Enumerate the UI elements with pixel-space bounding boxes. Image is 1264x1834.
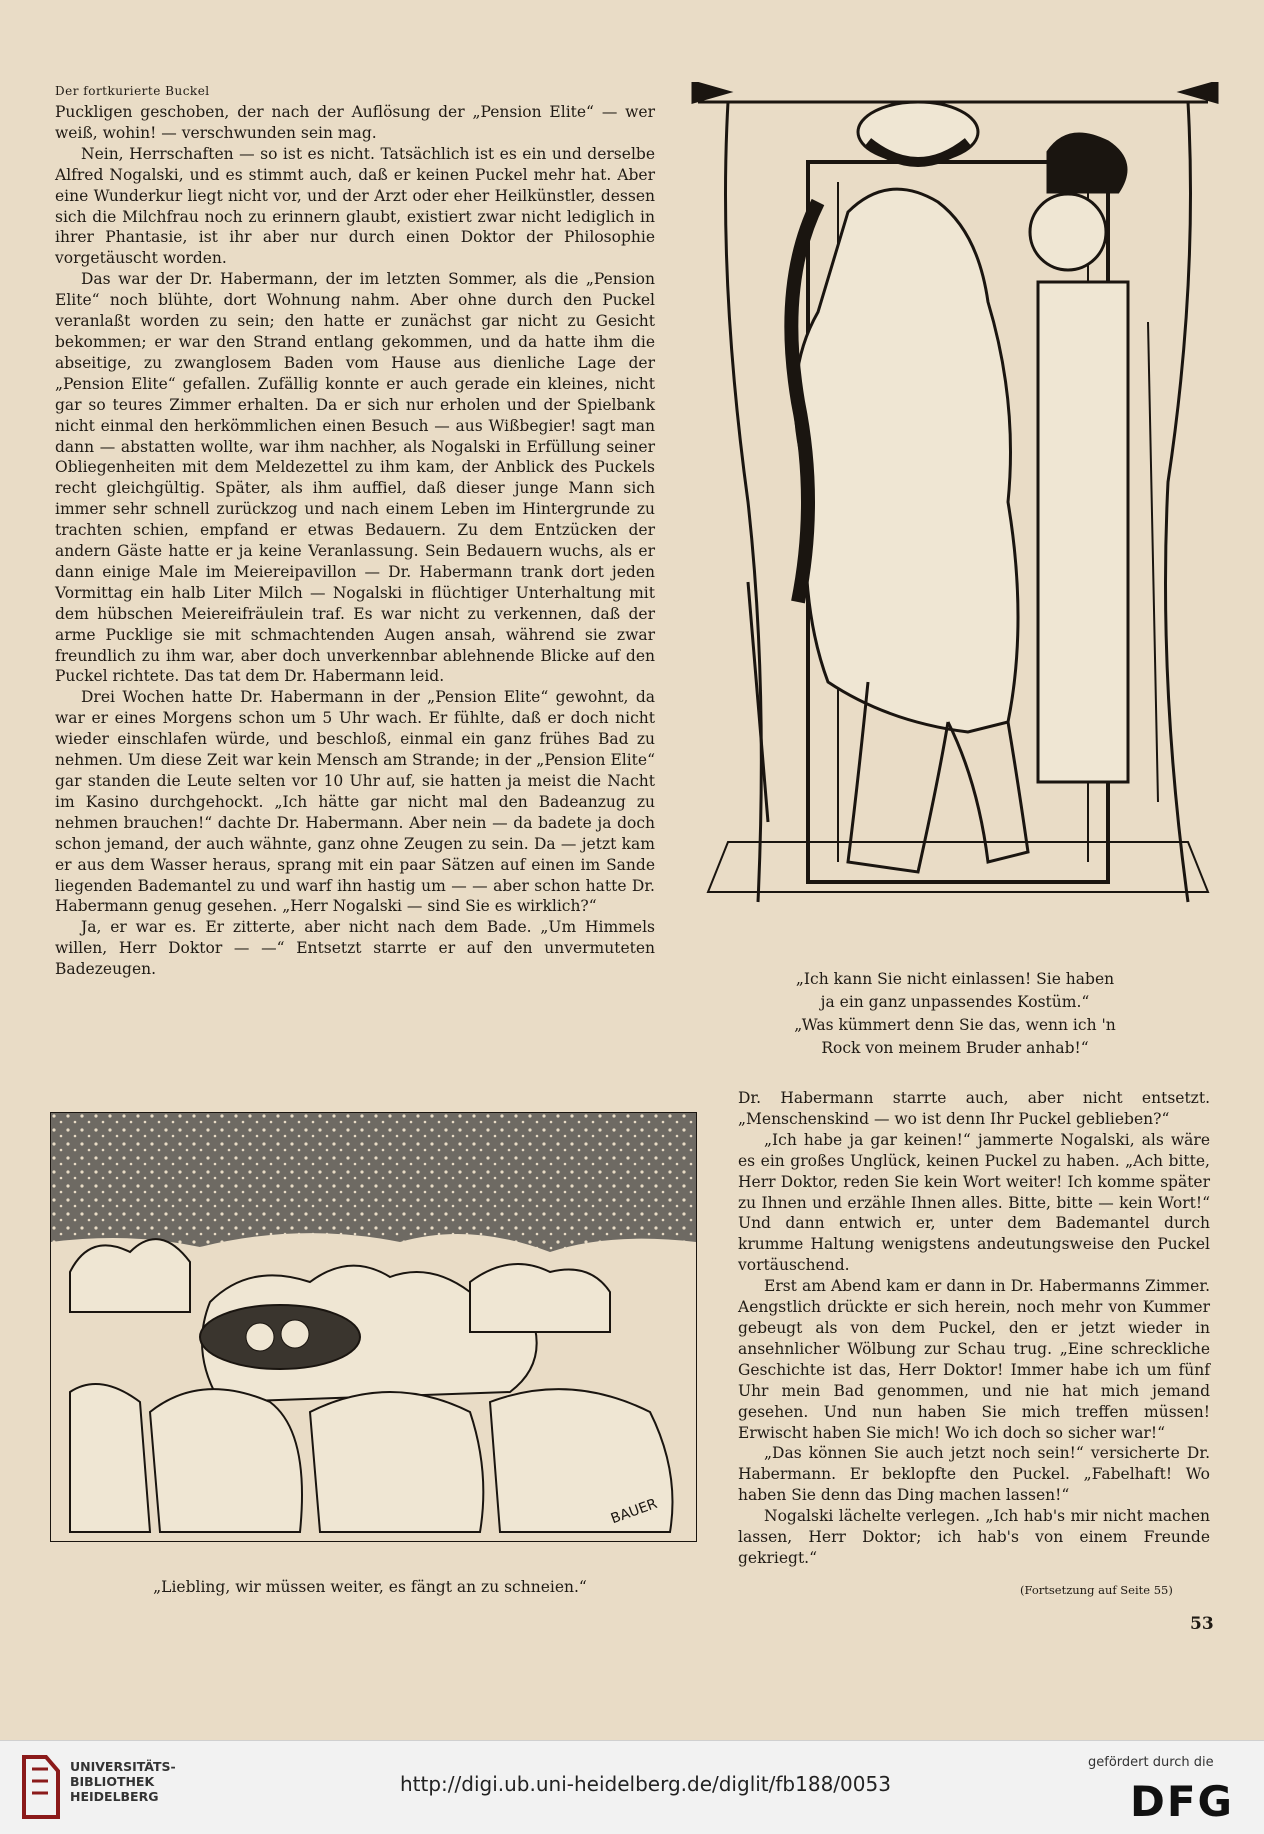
caption-line: ja ein ganz unpassendes Kostüm.“ [820, 993, 1090, 1011]
doorway-illustration [688, 82, 1222, 962]
paragraph: Dr. Habermann starrte auch, aber nicht entsetzt. „Menschenskind — wo ist denn Ihr Puckel geblieben?“ [738, 1089, 1210, 1128]
paragraph: Nein, Herrschaften — so ist es nicht. Tatsächlich ist es ein und derselbe Alfred Nogalski, und es stimmt auch, daß er keinen Puckel mehr hat. Aber eine Wunderkur liegt nicht vor, und der Arzt oder eher Heilkünstler, dessen sich die Milchfrau noch zu erinnern glaubt, existiert zwar nicht lediglich in ihrer Phantasie, ist ihr aber nur durch einen Doktor der Philosophie vorgetäuscht worden. [55, 144, 655, 268]
funded-by-label: gefördert durch die [1088, 1755, 1214, 1770]
paragraph: Ja, er war es. Er zitterte, aber nicht nach dem Bade. „Um Himmels willen, Herr Doktor — —“ Entsetzt starrte er auf den unvermuteten Badezeugen. [55, 918, 655, 979]
caption-line: „Ich kann Sie nicht einlassen! Sie haben [795, 970, 1115, 988]
caption-line: „Was kümmert denn Sie das, wenn ich 'n [794, 1016, 1116, 1034]
illustration-caption-right [720, 968, 1190, 1060]
digital-library-url[interactable]: http://digi.ub.uni-heidelberg.de/diglit/fb188/0053 [400, 1772, 891, 1796]
caption-line: Rock von meinem Bruder anhab!“ [821, 1039, 1089, 1057]
illustration-caption-left: „Liebling, wir müssen weiter, es fängt an zu schneien.“ [153, 1578, 587, 1596]
paragraph: „Das können Sie auch jetzt noch sein!“ versicherte Dr. Habermann. Er beklopfte den Puckel. „Fabelhaft! Wo haben Sie denn das Ding machen lassen!“ [738, 1444, 1210, 1505]
library-footer [0, 1740, 1264, 1834]
page-number: 53 [1190, 1614, 1214, 1634]
paragraph: Drei Wochen hatte Dr. Habermann in der „Pension Elite“ gewohnt, da war er eines Morgens schon um 5 Uhr wach. Er fühlte, daß er doch nicht wieder einschlafen würde, und beschloß, einmal ein ganz frühes Bad zu nehmen. Um diese Zeit war kein Mensch am Strande; in der „Pension Elite“ gar standen die Leute selten vor 10 Uhr auf, sie hatten ja meist die Nacht im Kasino durchgehockt. „Ich hätte gar nicht mal den Badeanzug zu nehmen brauchen!“ dachte Dr. Habermann. Aber nein — da badete ja doch schon jemand, der auch wähnte, ganz ohne Zeugen zu sein. Da — jetzt kam er aus dem Wasser heraus, sprang mit ein paar Sätzen auf einen im Sande liegenden Bademantel zu und warf ihn hastig um — — aber schon hatte Dr. Habermann genug gesehen. „Herr Nogalski — sind Sie es wirklich?“ [55, 688, 655, 916]
continuation-note: (Fortsetzung auf Seite 55) [1020, 1583, 1173, 1597]
library-logo-icon [18, 1751, 64, 1823]
paragraph: Nogalski lächelte verlegen. „Ich hab's mir nicht machen lassen, Herr Doktor; ich hab's von einem Freunde gekriegt.“ [738, 1507, 1210, 1567]
running-head: Der fortkurierte Buckel [55, 84, 210, 98]
dfg-logo: DFG [1130, 1777, 1235, 1826]
left-text-column [55, 102, 655, 980]
right-text-column [738, 1088, 1210, 1569]
paragraph: Das war der Dr. Habermann, der im letzten Sommer, als die „Pension Elite“ noch blühte, dort Wohnung nahm. Aber ohne durch den Puckel veranlaßt worden zu sein; den hatte er zunächst gar nicht zu Gesicht bekommen; er war den Strand entlang gekommen, und da hatte ihm die abseitige, zu zwanglosem Baden vom Hause aus dienliche Lage der „Pension Elite“ gefallen. Zufällig konnte er auch gerade ein kleines, nicht gar so teures Zimmer erhalten. Da er sich nur erholen und der Spielbank nicht einmal den herkömmlichen einen Besuch — aus Wißbegier! sagt man dann — abstatten wollte, war ihm nachher, als Nogalski in Erfüllung seiner Obliegenheiten mit dem Meldezettel zu ihm kam, der Anblick des Puckels recht gleichgültig. Später, als ihm auffiel, daß dieser junge Mann sich immer sehr schnell zurückzog und nach einem Leben im Hintergrunde zu trachten schien, empfand er etwas Bedauern. Zu dem Entzücken der andern Gäste hatte er ja keine Veranlassung. Sein Bedauern wuchs, als er dann einige Male im Meiereipavillon — Dr. Habermann trank dort jeden Vormittag ein halb Liter Milch — Nogalski in flüchtiger Unterhaltung mit dem hübschen Meiereifräulein traf. Es war nicht zu verkennen, daß der arme Pucklige sie mit schmachtenden Augen ansah, während sie zwar freundlich zu ihm war, aber doch unverkennbar ablehnende Blicke auf den Puckel richtete. Das tat dem Dr. Habermann leid. [55, 270, 655, 686]
paragraph: „Ich habe ja gar keinen!“ jammerte Nogalski, als wäre es ein großes Unglück, keinen Puckel zu haben. „Ach bitte, Herr Doktor, reden Sie kein Wort weiter! Ich komme später zu Ihnen und erzähle Ihnen alles. Bitte, bitte — kein Wort!“ Und dann entwich er, unter dem Bademantel durch krumme Haltung wenigstens andeutungsweise den Puckel vortäuschend. [738, 1130, 1210, 1275]
paragraph: Erst am Abend kam er dann in Dr. Habermanns Zimmer. Aengstlich drückte er sich herein, noch mehr von Kummer gebeugt als von dem Puckel, den er jetzt wieder in ansehnlicher Wölbung zur Schau trug. „Eine schreckliche Geschichte ist das, Herr Doktor! Immer habe ich um fünf Uhr mein Bad genommen, und nie hat mich jemand gesehen. Und nun haben Sie mich treffen müssen! Erwischt haben Sie mich! Wo ich doch so sicher war!“ [738, 1277, 1210, 1442]
artist-signature: BAUER [608, 1495, 660, 1528]
library-name: UNIVERSITÄTS- BIBLIOTHEK HEIDELBERG [70, 1759, 176, 1804]
paragraph: Puckligen geschoben, der nach der Auflösung der „Pension Elite“ — wer weiß, wohin! — verschwunden sein mag. [55, 103, 655, 142]
snow-cartoon-illustration [50, 1112, 697, 1542]
